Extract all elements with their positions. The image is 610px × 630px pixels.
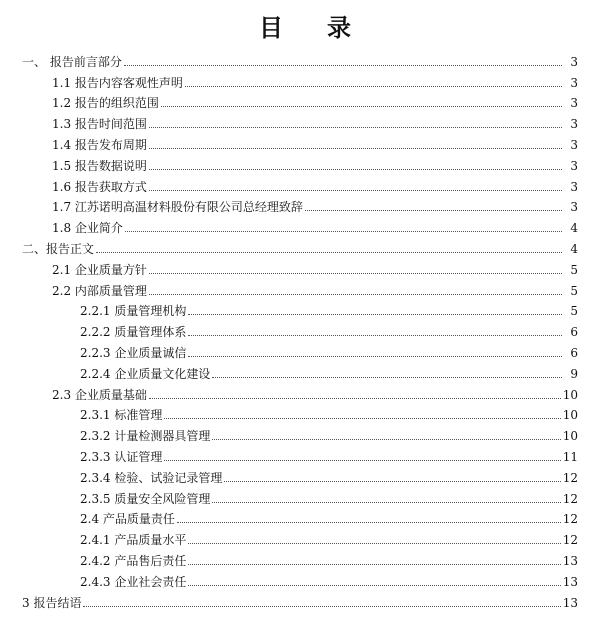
toc-entry-page-number: 12 xyxy=(562,491,578,506)
toc-entry-label: 2.3.5 质量安全风险管理 xyxy=(80,491,211,506)
table-of-contents xyxy=(22,48,578,610)
toc-entry[interactable] xyxy=(22,589,578,610)
dot-leader xyxy=(164,417,560,419)
toc-entry[interactable] xyxy=(22,235,578,256)
toc-entry-page-number: 4 xyxy=(570,241,578,256)
toc-entry-page-number: 5 xyxy=(570,304,578,319)
toc-entry-label: 3 报告结语 xyxy=(22,595,82,610)
dot-leader xyxy=(177,521,561,523)
toc-entry-label: 2.3.3 认证管理 xyxy=(80,449,163,464)
dot-leader xyxy=(149,293,562,295)
toc-entry[interactable] xyxy=(22,298,578,319)
dot-leader xyxy=(124,64,562,66)
toc-entry-label: 2.3.1 标准管理 xyxy=(80,408,163,423)
toc-entry[interactable] xyxy=(22,443,578,464)
toc-entry[interactable] xyxy=(22,152,578,173)
toc-entry[interactable] xyxy=(22,194,578,215)
toc-entry-label: 2.4.2 产品售后责任 xyxy=(80,553,187,568)
toc-entry[interactable] xyxy=(22,339,578,360)
dot-leader xyxy=(149,397,561,399)
toc-entry-label: 1.3 报告时间范围 xyxy=(52,117,147,132)
dot-leader xyxy=(224,480,560,482)
toc-entry-page-number: 12 xyxy=(562,512,578,527)
toc-entry[interactable] xyxy=(22,506,578,527)
dot-leader xyxy=(164,459,560,461)
toc-entry[interactable] xyxy=(22,318,578,339)
toc-entry[interactable] xyxy=(22,90,578,111)
dot-leader xyxy=(149,168,562,170)
toc-entry-label: 2.2.3 企业质量诚信 xyxy=(80,345,187,360)
toc-entry-label: 1.2 报告的组织范围 xyxy=(52,96,159,111)
toc-entry-label: 1.6 报告获取方式 xyxy=(52,179,147,194)
toc-entry-page-number: 3 xyxy=(570,158,578,173)
toc-entry-label: 一、 报告前言部分 xyxy=(22,54,122,69)
toc-entry-label: 1.5 报告数据说明 xyxy=(52,158,147,173)
page-title xyxy=(0,8,610,43)
toc-entry-label: 2.4.3 企业社会责任 xyxy=(80,574,187,589)
dot-leader xyxy=(305,209,562,211)
title-char-2: 录 xyxy=(327,14,351,42)
toc-entry-label: 2.3.2 计量检测器具管理 xyxy=(80,429,211,444)
toc-entry-label: 1.4 报告发布周期 xyxy=(52,137,147,152)
dot-leader xyxy=(188,334,562,336)
toc-entry[interactable] xyxy=(22,422,578,443)
toc-entry-page-number: 5 xyxy=(570,262,578,277)
dot-leader xyxy=(188,355,562,357)
toc-entry[interactable] xyxy=(22,547,578,568)
toc-entry-page-number: 13 xyxy=(562,574,578,589)
toc-entry-label: 1.7 江苏诺明高温材料股份有限公司总经理致辞 xyxy=(52,200,303,215)
toc-entry-label: 2.4 产品质量责任 xyxy=(80,512,175,527)
dot-leader xyxy=(96,251,562,253)
title-char-1: 目 xyxy=(259,14,283,42)
toc-entry-label: 2.1 企业质量方针 xyxy=(52,262,147,277)
dot-leader xyxy=(188,584,560,586)
dot-leader xyxy=(185,85,562,87)
toc-entry-label: 二、报告正文 xyxy=(22,241,95,256)
dot-leader xyxy=(212,438,560,440)
toc-entry-page-number: 3 xyxy=(570,200,578,215)
dot-leader xyxy=(212,376,562,378)
toc-entry-page-number: 3 xyxy=(570,54,578,69)
toc-entry-page-number: 10 xyxy=(562,408,578,423)
toc-entry-page-number: 6 xyxy=(570,345,578,360)
dot-leader xyxy=(188,563,560,565)
toc-entry[interactable] xyxy=(22,360,578,381)
toc-entry[interactable] xyxy=(22,214,578,235)
toc-entry-page-number: 11 xyxy=(562,449,578,464)
toc-entry[interactable] xyxy=(22,464,578,485)
toc-entry[interactable] xyxy=(22,402,578,423)
toc-entry-label: 1.8 企业简介 xyxy=(52,221,123,236)
toc-entry-page-number: 3 xyxy=(570,96,578,111)
toc-entry-page-number: 10 xyxy=(562,387,578,402)
toc-entry[interactable] xyxy=(22,48,578,69)
toc-entry-label: 2.3 企业质量基础 xyxy=(52,387,147,402)
toc-entry-page-number: 13 xyxy=(562,595,578,610)
toc-entry-page-number: 4 xyxy=(570,221,578,236)
dot-leader xyxy=(212,501,560,503)
toc-entry[interactable] xyxy=(22,256,578,277)
toc-entry-label: 2.2.1 质量管理机构 xyxy=(80,304,187,319)
dot-leader xyxy=(149,272,562,274)
dot-leader xyxy=(125,230,562,232)
dot-leader xyxy=(149,189,562,191)
toc-entry[interactable] xyxy=(22,110,578,131)
toc-entry-page-number: 5 xyxy=(570,283,578,298)
toc-entry[interactable] xyxy=(22,526,578,547)
dot-leader xyxy=(188,313,562,315)
dot-leader xyxy=(149,147,562,149)
dot-leader xyxy=(188,542,560,544)
toc-entry[interactable] xyxy=(22,485,578,506)
toc-entry[interactable] xyxy=(22,69,578,90)
dot-leader xyxy=(149,126,562,128)
dot-leader xyxy=(83,605,560,607)
toc-entry-page-number: 3 xyxy=(570,179,578,194)
toc-entry-page-number: 3 xyxy=(570,75,578,90)
toc-entry-label: 2.4.1 产品质量水平 xyxy=(80,533,187,548)
toc-entry-label: 1.1 报告内容客观性声明 xyxy=(52,75,183,90)
toc-entry[interactable] xyxy=(22,277,578,298)
toc-entry-label: 2.2.2 质量管理体系 xyxy=(80,325,187,340)
toc-entry-page-number: 13 xyxy=(562,553,578,568)
toc-entry-label: 2.2 内部质量管理 xyxy=(52,283,147,298)
toc-entry[interactable] xyxy=(22,381,578,402)
toc-entry[interactable] xyxy=(22,173,578,194)
toc-entry-page-number: 3 xyxy=(570,137,578,152)
dot-leader xyxy=(161,105,562,107)
toc-entry-page-number: 6 xyxy=(570,325,578,340)
toc-entry-page-number: 10 xyxy=(562,429,578,444)
toc-entry-page-number: 9 xyxy=(570,366,578,381)
toc-entry-page-number: 12 xyxy=(562,533,578,548)
toc-entry-page-number: 3 xyxy=(570,117,578,132)
toc-entry-label: 2.2.4 企业质量文化建设 xyxy=(80,366,211,381)
toc-entry[interactable] xyxy=(22,131,578,152)
toc-entry-label: 2.3.4 检验、试验记录管理 xyxy=(80,470,223,485)
toc-entry-page-number: 12 xyxy=(562,470,578,485)
toc-entry[interactable] xyxy=(22,568,578,589)
